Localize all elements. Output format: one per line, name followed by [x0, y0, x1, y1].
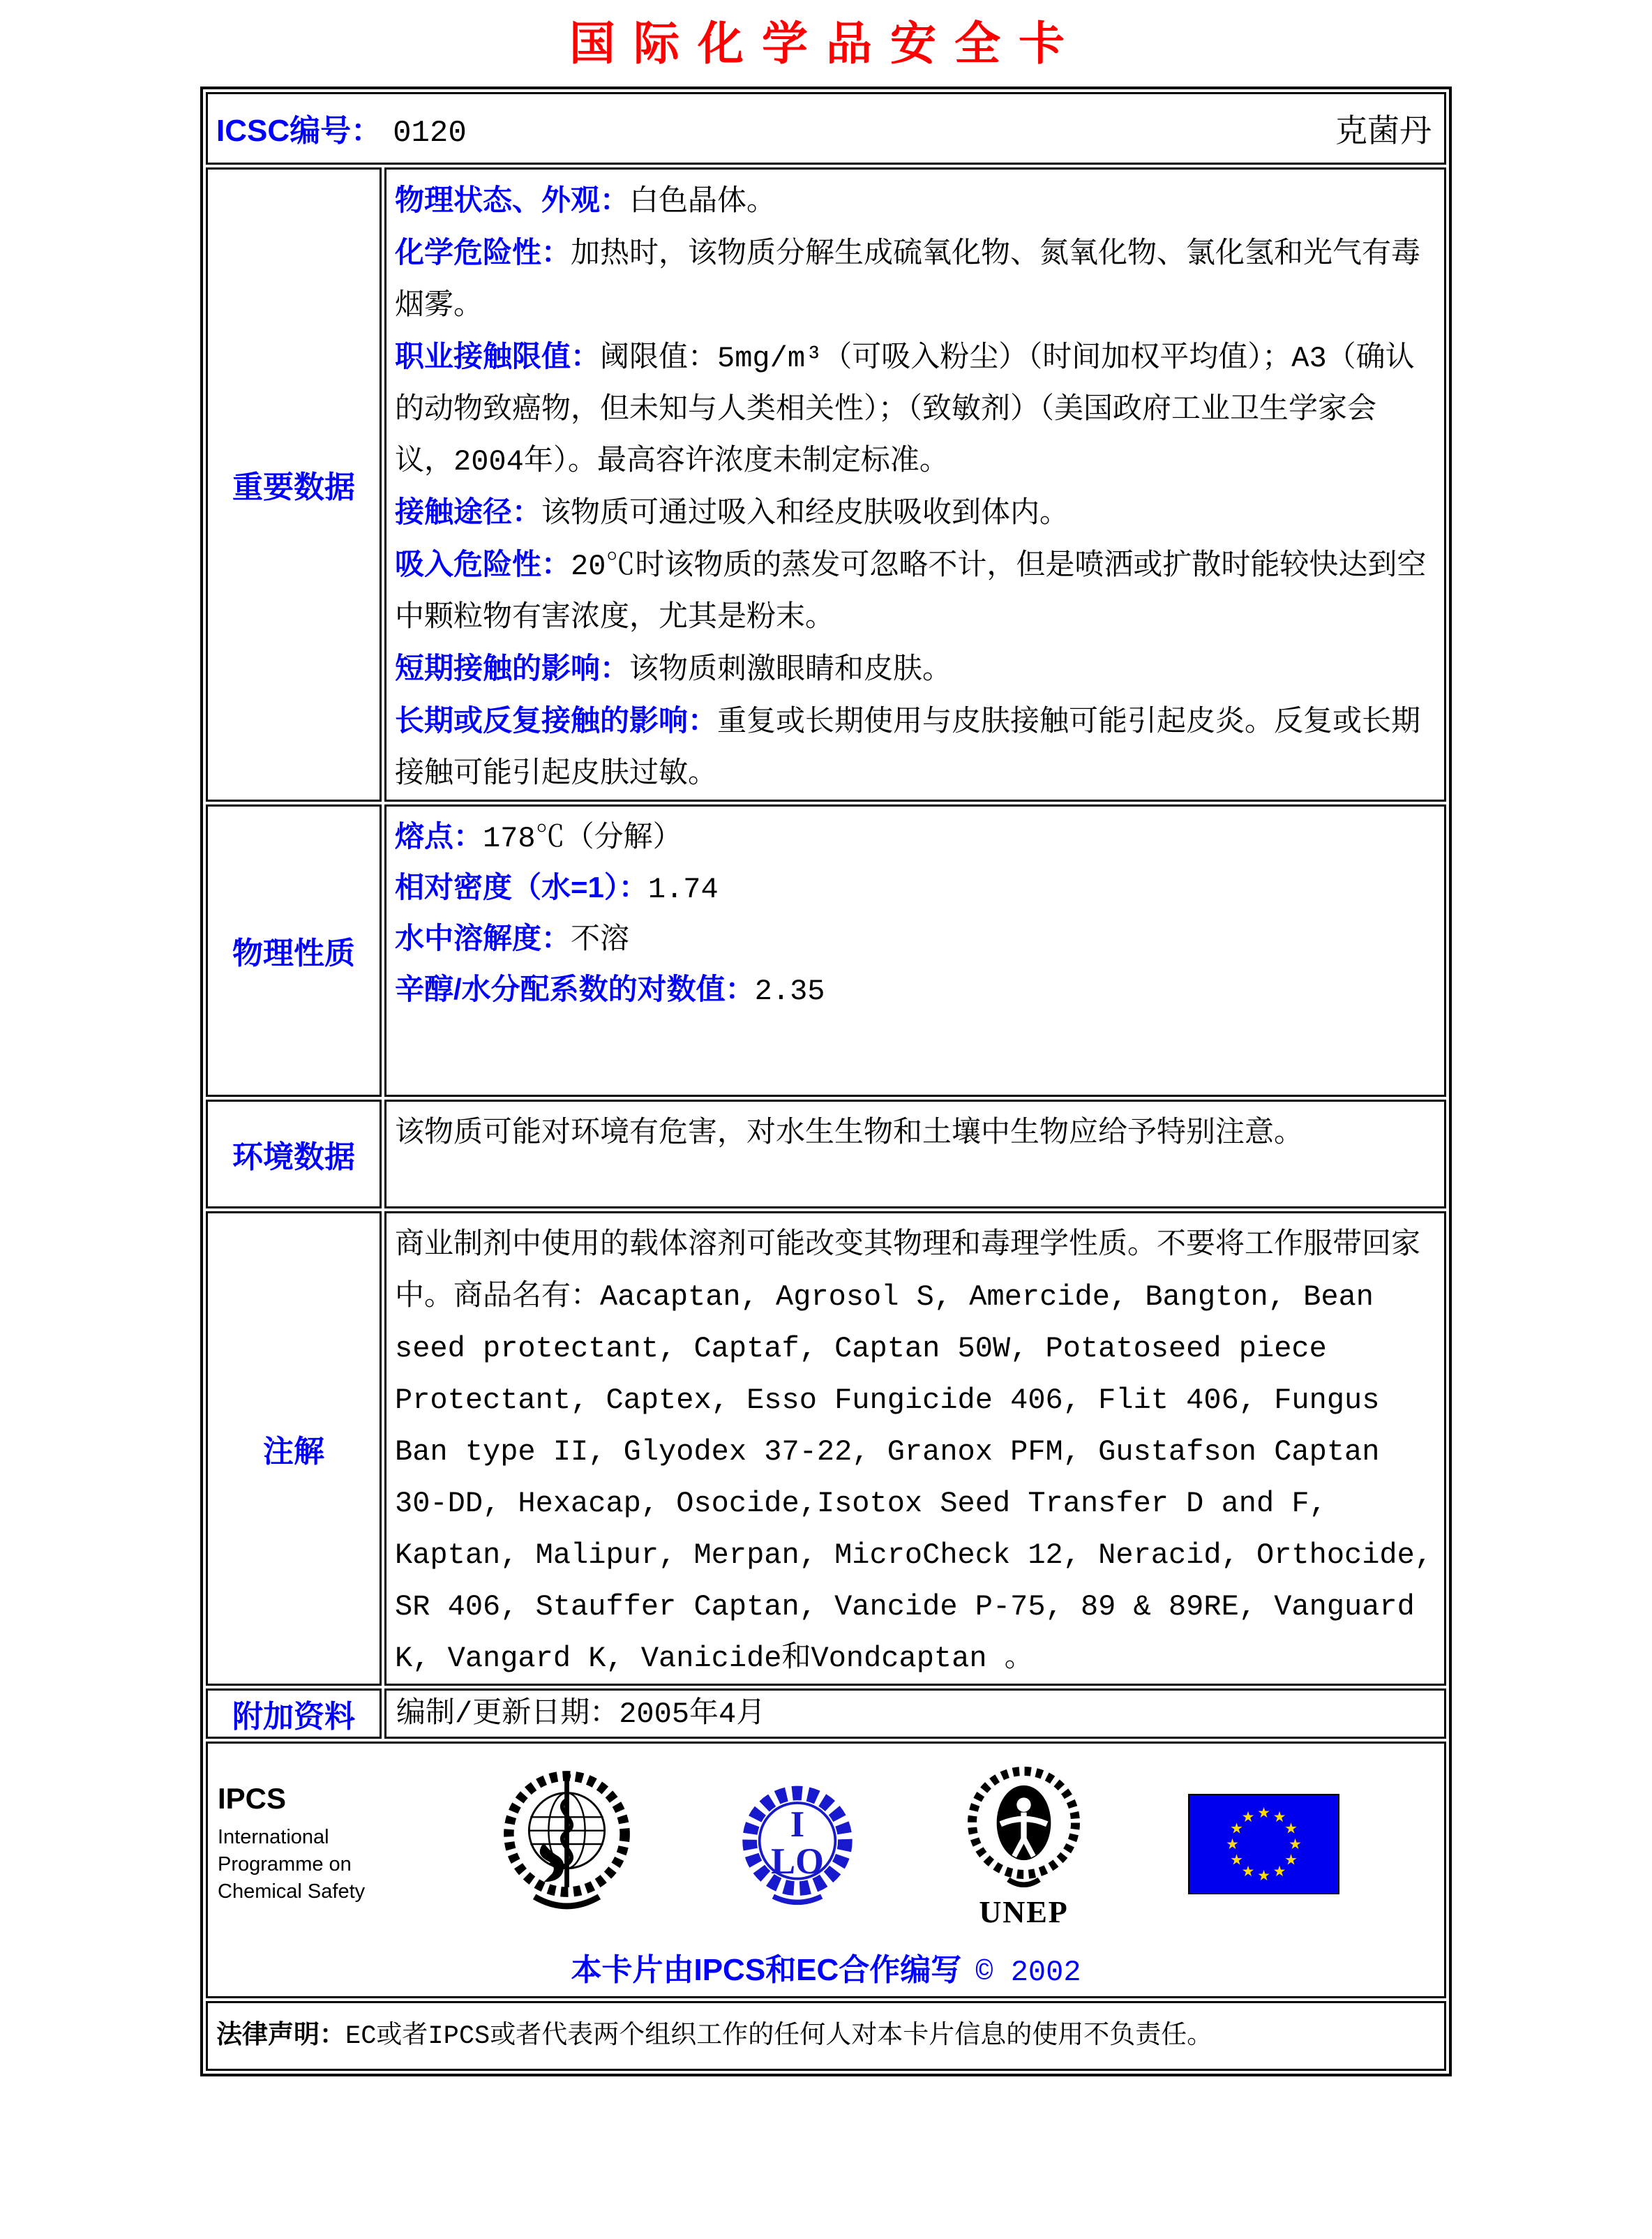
logo-strip — [208, 1753, 1444, 1931]
section-label-notes: 注解 — [206, 1211, 382, 1686]
who-logo — [499, 1763, 635, 1925]
chemical-name: 克菌丹 — [1335, 112, 1432, 149]
eu-star-icon: ★ — [1257, 1866, 1270, 1884]
copyright-text: © 2002 — [975, 1955, 1081, 1989]
icsc-number-group — [216, 105, 467, 151]
section-label-physical-properties: 物理性质 — [206, 804, 382, 1097]
caption-text: 本卡片由IPCS和EC合作编写 — [571, 1952, 962, 1987]
logos-cell — [206, 1742, 1446, 1998]
important-data-content — [384, 167, 1446, 802]
row-logos — [206, 1742, 1446, 1998]
ilo-monogram-top: I — [790, 1804, 804, 1845]
eu-star-icon: ★ — [1272, 1862, 1286, 1880]
section-label-environmental-data: 环境数据 — [206, 1100, 382, 1208]
update-date-text: 编制/更新日期：2005年4月 — [396, 1697, 766, 1731]
unep-logo-caption: UNEP — [979, 1894, 1069, 1929]
field-physical-state: 物理状态、外观：白色晶体。 — [395, 183, 776, 219]
eu-star-icon: ★ — [1289, 1835, 1302, 1852]
icsc-card-table — [200, 87, 1452, 2076]
eu-star-icon: ★ — [1284, 1851, 1298, 1869]
page-title: 国际化学品安全卡 — [569, 19, 1083, 70]
notes-content — [384, 1211, 1446, 1686]
ilo-monogram-bottom: LO — [770, 1841, 824, 1882]
row-important-data — [206, 167, 1446, 802]
row-physical-properties — [206, 804, 1446, 1097]
row-notes — [206, 1211, 1446, 1686]
eu-star-icon: ★ — [1226, 1835, 1239, 1852]
environmental-data-content — [384, 1100, 1446, 1208]
legal-notice-cell — [206, 2001, 1446, 2071]
field-inhalation-risk: 吸入危险性：20℃时该物质的蒸发可忽略不计，但是喷洒或扩散时能较快达到空中颗粒物有害浓度，尤其是粉末。 — [395, 547, 1427, 635]
legal-notice-label: 法律声明： — [216, 2020, 345, 2049]
eu-star-icon: ★ — [1230, 1851, 1243, 1869]
section-label-additional-info: 附加资料 — [206, 1688, 382, 1739]
ipcs-logo-text: IPCS International Programme on Chemical Safety — [218, 1782, 399, 1905]
eu-star-icon: ★ — [1272, 1808, 1286, 1825]
field-short-term-effects: 短期接触的影响：该物质刺激眼睛和皮肤。 — [395, 651, 952, 687]
card-header-cell — [206, 92, 1446, 165]
field-occupational-exposure-limits: 职业接触限值：阈限值：5mg/m³（可吸入粉尘）（时间加权平均值）；A3（确认的动物致癌物，但未知与人类相关性）；（致敏剂）（美国政府工业卫生学家会议，2004年）。最高容许浓度未制定标准。 — [395, 339, 1415, 479]
row-additional-info — [206, 1688, 1446, 1739]
icsc-number-value: 0120 — [393, 116, 467, 151]
additional-info-content — [384, 1688, 1446, 1739]
notes-text: 商业制剂中使用的载体溶剂可能改变其物理和毒理学性质。不要将工作服带回家中。商品名有：Aacaptan, Agrosol S, Amercide, Bangton, Bean seed protectant, Captaf, Captan 50W, Potatoseed piece Protectant, Captex, Esso Fungicide 406, Flit 406, Fungus Ban type II, Glyodex 37-22, Granox PFM, Gustafson Captan 30-DD, Hexacap, Osocide,Isotox Seed Transfer D and F, Kaptan, Malipur, Merpan, MicroCheck 12, Neracid, Orthocide, SR 406, Stauffer Captan, Vancide P-75, 89 & 89RE, Vanguard K, Vangard K, Vanicide和Vondcaptan 。 — [395, 1228, 1433, 1675]
field-long-term-effects: 长期或反复接触的影响：重复或长期使用与皮肤接触可能引起皮炎。反复或长期接触可能引起皮肤过敏。 — [395, 703, 1421, 791]
physical-properties-content — [384, 804, 1446, 1097]
row-card-header — [206, 92, 1446, 165]
ilo-logo — [735, 1776, 859, 1912]
legal-notice-text: EC或者IPCS或者代表两个组织工作的任何人对本卡片信息的使用不负责任。 — [345, 2022, 1213, 2052]
environmental-data-text: 该物质可能对环境有危害，对水生生物和土壤中生物应给予特别注意。 — [395, 1116, 1304, 1151]
icsc-card-page — [0, 18, 1652, 2076]
field-water-solubility: 水中溶解度：不溶 — [395, 921, 630, 957]
eu-star-icon: ★ — [1257, 1804, 1270, 1821]
section-label-important-data: 重要数据 — [206, 167, 382, 802]
icsc-number-label: ICSC编号： — [216, 114, 382, 149]
row-legal-notice — [206, 2001, 1446, 2071]
unep-logo — [959, 1758, 1088, 1931]
field-chemical-danger: 化学危险性：加热时，该物质分解生成硫氧化物、氮氧化物、氯化氢和光气有毒烟雾。 — [395, 235, 1421, 323]
eu-star-icon: ★ — [1230, 1820, 1243, 1837]
eu-star-icon: ★ — [1284, 1820, 1298, 1837]
eu-flag-icon — [1188, 1794, 1339, 1894]
field-exposure-routes: 接触途径：该物质可通过吸入和经皮肤吸收到体内。 — [395, 495, 1069, 531]
field-partition-coefficient: 辛醇/水分配系数的对数值：2.35 — [395, 972, 825, 1008]
row-environmental-data — [206, 1100, 1446, 1208]
cooperation-caption — [208, 1945, 1444, 1989]
ipcs-name: IPCS — [218, 1782, 287, 1815]
field-melting-point: 熔点：178℃（分解） — [395, 819, 682, 855]
eu-star-icon: ★ — [1241, 1808, 1255, 1825]
field-relative-density: 相对密度（水=1）：1.74 — [395, 870, 719, 906]
eu-star-icon: ★ — [1241, 1862, 1255, 1880]
